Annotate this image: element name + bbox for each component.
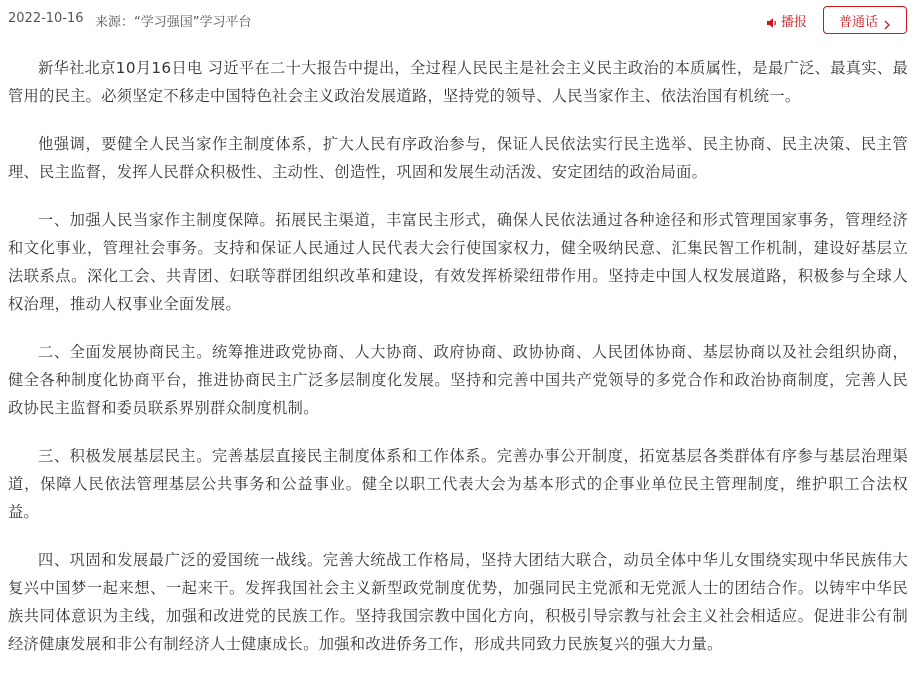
article-meta-bar <box>8 0 913 40</box>
article-paragraph: 三、积极发展基层民主。完善基层直接民主制度体系和工作体系。完善办事公开制度，拓宽基层各类群体有序参与基层治理渠道，保障人民依法管理基层公共事务和公益事业。健全以职工代表大会为基本形式的企事业单位民主管理制度，维护职工合法权益。 <box>8 447 908 521</box>
article-paragraph: 一、加强人民当家作主制度保障。拓展民主渠道，丰富民主形式，确保人民依法通过各种途径和形式管理国家事务，管理经济和文化事业，管理社会事务。支持和保证人民通过人民代表大会行使国家权力，健全吸纳民意、汇集民智工作机制，建设好基层立法联系点。深化工会、共青团、妇联等群团组织改革和建设，有效发挥桥梁纽带作用。坚持走中国人权发展道路，积极参与全球人权治理，推动人权事业全面发展。 <box>8 211 908 313</box>
broadcast-label: 播报 <box>781 14 808 30</box>
broadcast-button[interactable] <box>766 10 807 30</box>
speaker-icon <box>766 14 778 26</box>
article-body <box>8 54 908 678</box>
article-source: 来源：“学习强国”学习平台 <box>95 15 252 30</box>
article-paragraph: 他强调，要健全人民当家作主制度体系，扩大人民有序政治参与，保证人民依法实行民主选举、民主协商、民主决策、民主管理、民主监督，发挥人民群众积极性、主动性、创造性，巩固和发展生动活泼、安定团结的政治局面。 <box>8 135 908 181</box>
article-paragraph: 新华社北京10月16日电 习近平在二十大报告中提出，全过程人民民主是社会主义民主政治的本质属性，是最广泛、最真实、最管用的民主。必须坚定不移走中国特色社会主义政治发展道路，坚持党的领导、人民当家作主、依法治国有机统一。 <box>8 59 908 105</box>
mandarin-label: 普通话 <box>838 14 878 30</box>
article-paragraph: 四、巩固和发展最广泛的爱国统一战线。完善大统战工作格局，坚持大团结大联合，动员全体中华儿女围绕实现中华民族伟大复兴中国梦一起来想、一起来干。发挥我国社会主义新型政党制度优势，加强同民主党派和无党派人士的团结合作。以铸牢中华民族共同体意识为主线，加强和改进党的民族工作。坚持我国宗教中国化方向，积极引导宗教与社会主义社会相适应。促进非公有制经济健康发展和非公有制经济人士健康成长。加强和改进侨务工作，形成共同致力民族复兴的强大力量。 <box>8 551 908 653</box>
article-paragraph: 二、全面发展协商民主。统筹推进政党协商、人大协商、政府协商、政协协商、人民团体协商、基层协商以及社会组织协商，健全各种制度化协商平台，推进协商民主广泛多层制度化发展。坚持和完善中国共产党领导的多党合作和政治协商制度，完善人民政协民主监督和委员联系界别群众制度机制。 <box>8 343 908 417</box>
mandarin-select-button[interactable] <box>823 6 907 34</box>
chevron-right-icon <box>883 15 891 25</box>
publish-date: 2022-10-16 <box>8 11 84 26</box>
